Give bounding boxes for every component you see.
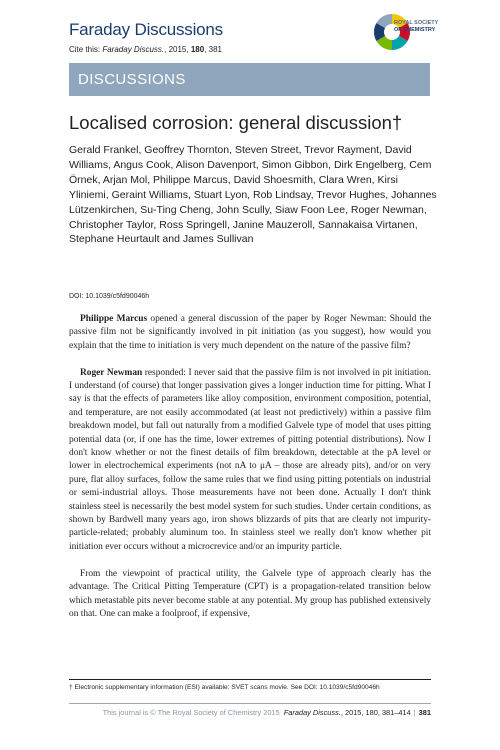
article-body: [69, 313, 431, 621]
footer-reference: , 2015, 180, 381–414: [340, 708, 411, 717]
paragraph-text: opened a general discussion of the paper by Roger Newman: Should the passive film not be significantly involved in pit initiation (as you suggest), how would you explain that the time to initiation is very much dependent on the nature of the passive film?: [69, 314, 431, 351]
footer-divider: [69, 703, 431, 704]
publisher-line1: ROYAL SOCIETY: [394, 20, 439, 26]
footer-journal: Faraday Discuss.: [283, 708, 341, 717]
page-footer: [0, 708, 431, 717]
journal-title: Faraday Discussions: [69, 20, 223, 39]
page-number: 381: [418, 708, 431, 717]
body-paragraph: [69, 313, 431, 353]
footer-separator: |: [413, 708, 416, 717]
speaker-name: Philippe Marcus: [80, 314, 148, 324]
publisher-line2: OF CHEMISTRY: [394, 26, 436, 33]
paragraph-text: responded: I never said that the passive film is not involved in pit initiation. I understand (of course) that longer passivation gives a longer induction time for pitting. What I say is that the effects of parameters like alloy composition, environment composition, potential, and temperature, are not easily accommodated (at least not predictively) within a passive film breakdown model, but fall out naturally from a modified Galvele type of model that uses pitting potential data (or, if one has the time, lower extremes of pitting potential distributions). Now I don't know whether or not the finest details of film breakdown, detectable at the pA level or lower in electrochemical experiments (not nA to μA – those are already pits), and/or on very pure, flat alloy surfaces, follow the same rules that we find using pitting potentials on industrial or semi-industrial alloys. Those measurements have not been done. Actually I don't think stainless steel is necessarily the best model system for such studies. Under certain conditions, as shown by Bardwell many years ago, iron shows blizzards of pits that are clearly not impurity-particle-related; probably aluminum too. In stainless steel we really don't know whether pit initiation ever occurs without a microcrevice and/or an impurity particle.: [69, 367, 431, 552]
cite-line: Cite this: Faraday Discuss., 2015, 180, 381: [69, 45, 222, 54]
speaker-name: Roger Newman: [80, 367, 143, 378]
doi-link[interactable]: DOI: 10.1039/c5fd90046h: [69, 293, 150, 300]
copyright-statement: This journal is © The Royal Society of Chemistry 2015: [102, 708, 280, 717]
footnote: † Electronic supplementary information (ESI) available: SVET scans movie. See DOI: 10.1039/c5fd90046h: [69, 684, 380, 691]
publisher-name: [394, 20, 438, 33]
body-paragraph: [69, 367, 431, 555]
article-title: Localised corrosion: general discussion†: [69, 112, 403, 133]
body-paragraph: [69, 568, 431, 622]
paragraph-text: From the viewpoint of practical utility, the Galvele type of approach clearly has the advantage. The Critical Pitting Temperature (CPT) is a propagation-related transition below which metastable pits never become stable at any potential. My group has published extensively on that. One can make a foolproof, if expensive,: [69, 568, 431, 619]
section-banner: DISCUSSIONS: [69, 63, 430, 96]
author-list: Gerald Frankel, Geoffrey Thornton, Steven Street, Trevor Rayment, David Williams, Angus Cook, Alison Davenport, Simon Gibbon, Dirk Engelberg, Cem Örnek, Arjan Mol, Philippe Marcus, David Shoesmith, Clara Wren, Kirsi Yliniemi, Geraint Williams, Stuart Lyon, Rob Lindsay, Trevor Hughes, Johannes Lützenkirchen, Su-Ting Cheng, John Scully, Siaw Foon Lee, Roger Newman, Christopher Taylor, Ross Springell, Janine Mauzeroll, Sannakaisa Virtanen, Stephane Heurtault and James Sullivan: [69, 144, 437, 246]
footnote-divider: [69, 679, 431, 680]
